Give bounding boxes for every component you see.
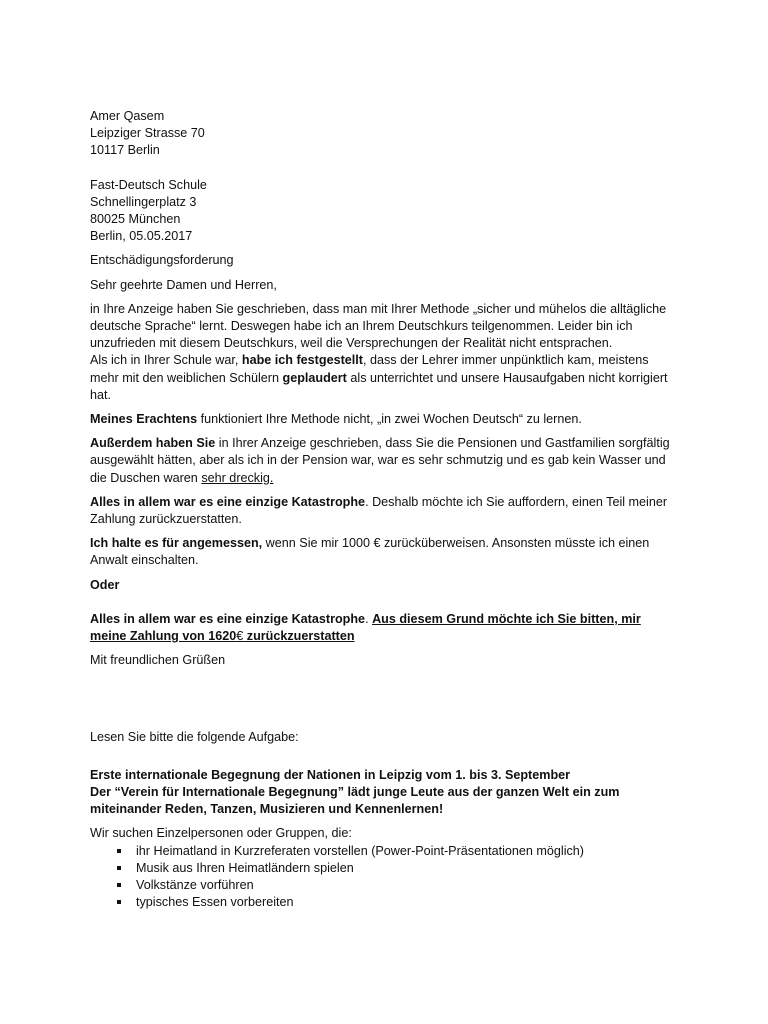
- text-run: Als ich in Ihrer Schule war,: [90, 353, 242, 368]
- paragraph-1: [90, 301, 680, 404]
- paragraph-6: [90, 611, 680, 645]
- bullet-icon: [117, 883, 121, 887]
- emphasis-katastrophe-alt: Alles in allem war es eine einzige Katastrophe: [90, 611, 366, 626]
- bullet-icon: [117, 849, 121, 853]
- text-run: in Ihrer Anzeige geschrieben, dass Sie die Pensionen und Gastfamilien sorgfältig ausgewählt hätten, aber als ich in der Pension war, war es sehr schmutzig und es gab kein Wasser und die Duschen waren: [90, 436, 670, 485]
- text-run: . Deshalb möchte ich Sie auffordern, einen Teil meiner Zahlung zurückzuerstatten.: [90, 494, 668, 527]
- emphasis-festgestellt: habe ich festgestellt: [241, 353, 363, 368]
- sender-street: Leipziger Strasse 70: [90, 126, 205, 141]
- paragraph-5: [90, 535, 680, 569]
- text-run: als unterrichtet und unsere Hausaufgaben nicht korrigiert hat.: [90, 370, 668, 402]
- list-item: [90, 877, 680, 894]
- text-run: .: [365, 611, 373, 626]
- list-item-text: typisches Essen vorbereiten: [136, 895, 294, 910]
- letter-body: [90, 108, 680, 911]
- underlined-sehr-dreckig: sehr dreckig.: [201, 470, 274, 485]
- underlined-request: Aus diesem Grund möchte ich Sie bitten, mir meine Zahlung von 1620: [90, 611, 641, 644]
- oder-text: Oder: [90, 577, 120, 592]
- text-run: funktioniert Ihre Methode nicht, „in zwei Wochen Deutsch“ zu lernen.: [197, 412, 582, 427]
- list-item: [90, 894, 680, 911]
- emphasis-katastrophe: Alles in allem war es eine einzige Katastrophe: [90, 494, 366, 509]
- list-item-text: ihr Heimatland in Kurzreferaten vorstellen (Power-Point-Präsentationen möglich): [136, 843, 584, 858]
- recipient-address: [90, 177, 680, 246]
- sender-name: Amer Qasem: [90, 109, 165, 123]
- task-intro-list: Wir suchen Einzelpersonen oder Gruppen, die:: [90, 826, 352, 841]
- emphasis-geplaudert: geplaudert: [282, 370, 347, 385]
- underlined-request-end: zurückzuerstatten: [243, 629, 355, 644]
- sender-city: 10117 Berlin: [90, 143, 160, 158]
- task-heading-1-text: Erste internationale Begegnung der Nationen in Leipzig vom 1. bis 3. September: [90, 767, 571, 782]
- text-run: wenn Sie mir 1000 € zurücküberweisen. Ansonsten müsste ich einen Anwalt einschalten.: [90, 536, 650, 568]
- paragraph-2: [90, 411, 680, 428]
- paragraph-3: [90, 435, 680, 487]
- task-heading: [90, 767, 680, 819]
- sender-address: [90, 108, 680, 160]
- task-heading-1: [90, 767, 680, 784]
- paragraph-4: [90, 494, 680, 528]
- bullet-icon: [117, 866, 121, 870]
- salutation: Sehr geehrte Damen und Herren,: [90, 277, 277, 292]
- task-heading-2-text: Der “Verein für Internationale Begegnung” lädt junge Leute aus der ganzen Welt ein zum miteinander Reden, Tanzen, Musizieren und Kennenlernen!: [90, 784, 620, 817]
- oder-label: [90, 577, 680, 594]
- closing: Mit freundlichen Grüßen: [90, 653, 226, 668]
- bullet-icon: [117, 900, 121, 904]
- list-item-text: Musik aus Ihren Heimatländern spielen: [136, 860, 354, 875]
- task-heading-2: [90, 784, 680, 818]
- emphasis-meines-erachtens: Meines Erachtens: [90, 412, 198, 427]
- date-line: Berlin, 05.05.2017: [90, 229, 193, 244]
- paragraph-1-continued: [90, 352, 680, 404]
- subject-line: Entschädigungsforderung: [90, 253, 234, 268]
- list-item: [90, 843, 680, 860]
- emphasis-angemessen: Ich halte es für angemessen,: [90, 536, 263, 551]
- recipient-name: Fast-Deutsch Schule: [90, 177, 207, 192]
- task-intro: Lesen Sie bitte die folgende Aufgabe:: [90, 730, 299, 745]
- paragraph-1-text: in Ihre Anzeige haben Sie geschrieben, dass man mit Ihrer Methode „sicher und mühelos die alltägliche deutsche Sprache“ lernt. Deswegen habe ich an Ihrem Deutschkurs teilgenommen. Leider bin ich unzufrieden mit diesem Deutschkurs, weil die Versprechungen der Realität nicht entsprachen.: [90, 301, 667, 351]
- euro-sign: €: [236, 629, 244, 644]
- list-item-text: Volkstänze vorführen: [136, 877, 254, 892]
- task-bullet-list: [90, 843, 680, 912]
- recipient-city: 80025 München: [90, 212, 181, 227]
- text-run: , dass der Lehrer immer unpünktlich kam, meistens mehr mit den weiblichen Schülern: [90, 353, 649, 385]
- list-item: [90, 860, 680, 877]
- recipient-street: Schnellingerplatz 3: [90, 194, 197, 209]
- emphasis-ausserdem: Außerdem haben Sie: [90, 436, 216, 451]
